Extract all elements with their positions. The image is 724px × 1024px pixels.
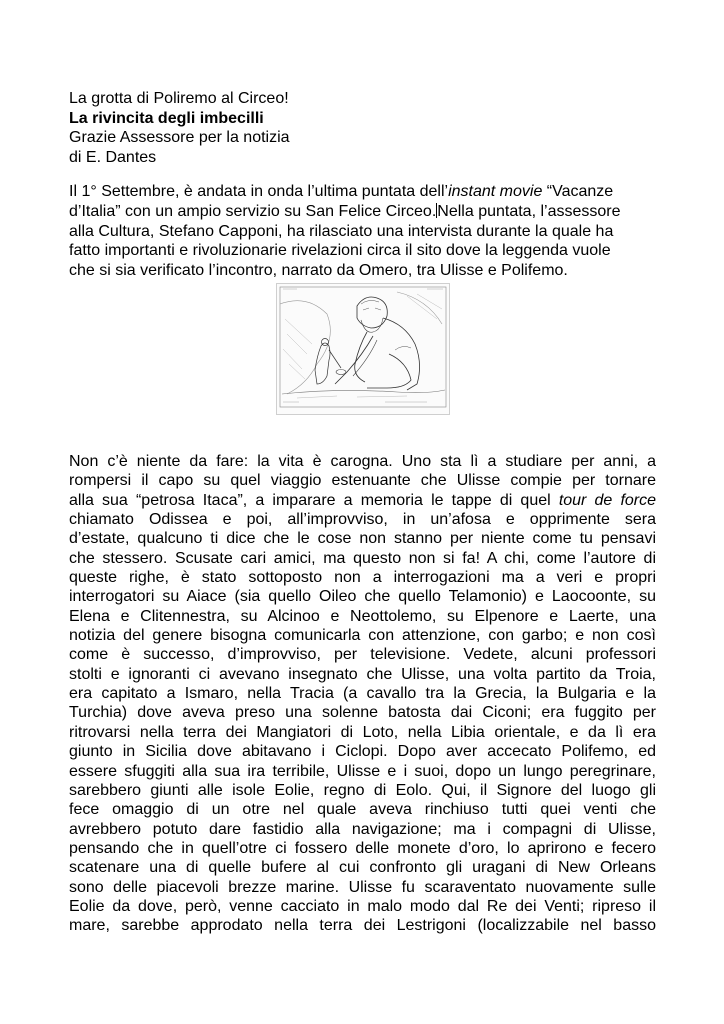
body-line: interrogatori su Aiace (sia quello Oileo che quello Telamonio) e Laocoonte, su xyxy=(69,588,656,606)
byline: di E. Dantes xyxy=(69,148,157,166)
body-line: avrebbero potuto dare fastidio alla navigazione; ma i compagni di Ulisse, xyxy=(69,820,656,838)
body-line: giunto in Sicilia dove abitavano i Ciclopi. Dopo aver accecato Polifemo, ed xyxy=(69,743,656,761)
intro-paragraph xyxy=(69,182,669,281)
article-header xyxy=(69,89,669,167)
headline: La rivincita degli imbecilli xyxy=(69,109,264,127)
ulysses-polyphemus-icon xyxy=(277,284,449,414)
body-line: alla sua “petrosa Itaca”, a imparare a memoria le tappe di quel tour de force xyxy=(69,491,657,509)
body-line: stolti e ignoranti ci avevano insegnato che Ulisse, una volta partito da Troia, xyxy=(69,665,656,683)
engraving-illustration xyxy=(276,283,450,415)
intro-line: alla Cultura, Stefano Capponi, ha rilasciato una intervista durante la quale ha xyxy=(69,222,614,240)
body-line: notizia del genere bisogna comunicarla con attenzione, con garbo; e non così xyxy=(69,627,656,645)
body-line: rompersi il capo su quel viaggio estenuante che Ulisse compie per tornare xyxy=(69,472,656,490)
body-line: sono delle piacevoli brezze marine. Ulisse fu scaraventato nuovamente sulle xyxy=(69,878,656,896)
body-line: ritrovarsi nella terra dei Mangiatori di Loto, nella Libia orientale, e da lì era xyxy=(69,723,656,741)
intro-line: d’Italia” con un ampio servizio su San Felice Circeo.Nella puntata, l’assessore xyxy=(69,202,621,220)
body-line: sarebbero giunti alle isole Eolie, regno di Eolo. Qui, il Signore del luogo gli xyxy=(69,781,656,799)
subheadline: Grazie Assessore per la notizia xyxy=(69,129,290,146)
body-line: che stessero. Scusate cari amici, ma questo non si fa! A chi, come l’autore di xyxy=(69,549,656,567)
body-line: scatenare una di quelle bufere al cui confronto gli uragani di New Orleans xyxy=(69,859,656,877)
body-line: era capitato a Ismaro, nella Tracia (a cavallo tra la Grecia, la Bulgaria e la xyxy=(69,685,656,703)
body-line: mare, sarebbe approdato nella terra dei Lestrigoni (localizzabile nel basso xyxy=(69,917,656,935)
emphasis-text: tour de force xyxy=(558,491,657,509)
body-line: come è successo, d’improvviso, per televisione. Vedete, alcuni professori xyxy=(69,646,656,664)
intro-line: che si sia verificato l’incontro, narrato da Omero, tra Ulisse e Polifemo. xyxy=(69,262,568,280)
intro-line: Il 1° Settembre, è andata in onda l’ultima puntata dell’instant movie “Vacanze xyxy=(69,183,614,200)
body-line: essere sfuggiti alla sua ira terribile, Ulisse e i suoi, dopo un lungo peregrinare, xyxy=(69,762,656,780)
body-line: Non c’è niente da fare: la vita è carogna. Uno sta lì a studiare per anni, a xyxy=(69,453,656,470)
intro-line: fatto importanti e rivoluzionarie rivelazioni circa il sito dove la leggenda vuole xyxy=(69,242,611,260)
main-body-paragraph xyxy=(69,452,656,936)
body-line: d’estate, qualcuno ti dice che le cose non stanno per niente come tu pensavi xyxy=(69,530,656,548)
emphasis-text: instant movie xyxy=(448,183,543,200)
body-line: pensando che in quell’otre ci fossero delle monete d’oro, lo aprirono e fecero xyxy=(69,839,656,857)
body-line: Elena e Clitennestra, su Alcinoo e Neottolemo, su Elpenore e Laerte, una xyxy=(69,607,656,625)
body-line: queste righe, è stato sottoposto non a interrogazioni ma a veri e propri xyxy=(69,569,656,587)
body-line: Turchia) dove aveva preso una solenne batosta dai Ciconi; era fuggito per xyxy=(69,704,656,722)
kicker-title: La grotta di Poliremo al Circeo! xyxy=(69,90,289,107)
body-line: Eolie da dove, però, venne cacciato in malo modo dal Re dei Venti; ripreso il xyxy=(69,897,656,915)
body-line: chiamato Odissea e poi, all’improvviso, in un’afosa e opprimente sera xyxy=(69,511,656,529)
body-line: fece omaggio di un otre nel quale aveva rinchiuso tutti quei venti che xyxy=(69,801,656,819)
